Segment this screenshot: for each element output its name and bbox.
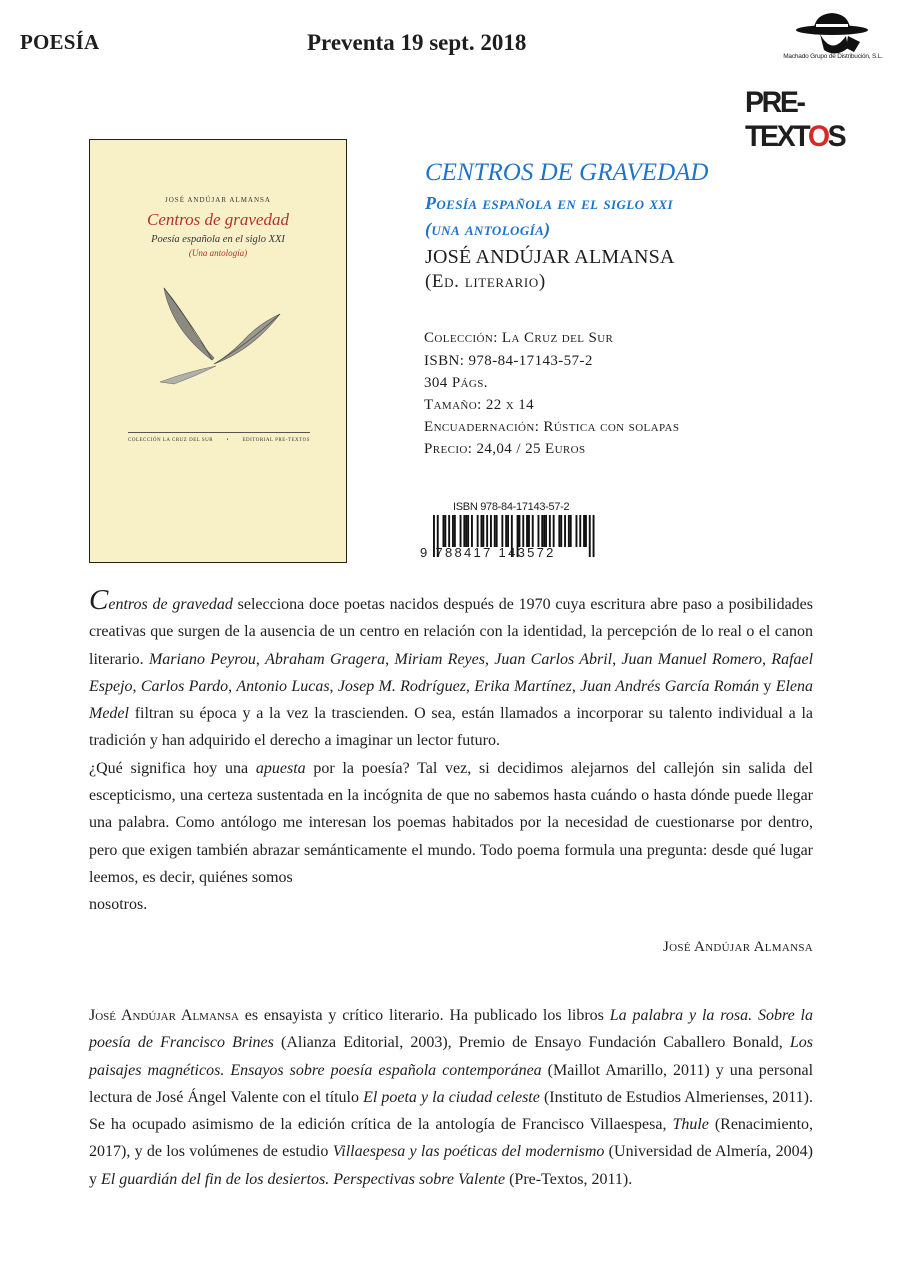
barcode-bar (541, 515, 543, 547)
barcode-bar (454, 515, 456, 547)
barcode-isbn-label: ISBN 978-84-17143-57-2 (453, 501, 570, 513)
barcode-bar (564, 515, 566, 547)
poet-name: Rafael Espejo (89, 650, 814, 695)
bio-t7: (Pre-Textos, 2011). (505, 1170, 633, 1188)
barcode-bar (486, 515, 488, 547)
bio-t2: (Alianza Editorial, 2003), Premio de Ensayo Fundación Caballero Bonald, (273, 1034, 790, 1052)
barcode-bar (507, 515, 509, 547)
poet-name: Juan Carlos Abril (494, 650, 613, 668)
book-subtitle-line2: (una antología) (425, 219, 551, 239)
bio-book5: Villaespesa y las poéticas del modernismo (332, 1143, 605, 1161)
publisher-logo (745, 86, 893, 154)
meta-pages: 304 Págs. (424, 375, 488, 391)
poet-separator: y (759, 677, 776, 695)
desc-intro: selecciona doce poetas nacidos después de 1970 cuya escritura abre paso a posibilidades creativas que surgen de la ausencia de un centro en relación con la identidad, la percepción de lo real o el canon literario. (89, 596, 814, 668)
barcode-bar (463, 515, 465, 547)
book-subtitle-line1: Poesía española en el siglo xxi (425, 193, 673, 213)
barcode-digits: 9 788417 143572 (420, 545, 556, 560)
poet-name: Juan Andrés García Román (580, 677, 760, 695)
cover-subtitle-anthology: (Una antología) (188, 248, 248, 258)
barcode-bar (482, 515, 484, 547)
cover-collection: COLECCIÓN LA CRUZ DEL SUR (128, 438, 214, 443)
bio-book3: El poeta y la ciudad celeste (363, 1088, 540, 1106)
barcode-bar (570, 515, 572, 547)
poet-name: Erika Martínez (474, 677, 572, 695)
bio-t4: (Instituto de Estudios Almerienses, 2011). Se ha ocupado asimismo de la edición crítica de la antología de Francisco Villaespesa, (89, 1088, 813, 1134)
desc-p2-c: nosotros. (89, 896, 148, 914)
cover-author: JOSÉ ANDÚJAR ALMANSA (165, 196, 271, 204)
poet-separator: , (329, 677, 338, 695)
barcode-bar (481, 515, 483, 547)
presale-date: Preventa 19 sept. 2018 (307, 30, 527, 55)
barcode-bar (460, 515, 462, 547)
barcode-bar (490, 515, 492, 547)
cover-publisher: EDITORIAL PRE-TEXTOS (242, 438, 310, 443)
cover-title: Centros de gravedad (147, 210, 289, 229)
bio-t3: (Maillot Amarillo, 2011) y una personal lectura de José Ángel Valente con el título (89, 1061, 814, 1106)
poet-name: Josep M. Rodríguez (337, 677, 466, 695)
desc-after-poets: filtran su época y a la vez la trascienden. O sea, están llamados a incorporar su talento individual a la tradición y han adquirido el derecho a imaginar un lector futuro. (89, 705, 813, 750)
drop-cap: C (89, 584, 109, 616)
barcode-bar (538, 515, 540, 547)
barcode-bar (522, 515, 524, 547)
barcode-bar (545, 515, 547, 547)
bio-book4: Thule (672, 1116, 709, 1134)
barcode-bar (477, 515, 479, 547)
book-title: CENTROS DE GRAVEDAD (425, 159, 709, 186)
barcode-bar (444, 515, 446, 547)
barcode-bar (568, 515, 570, 547)
barcode-bar (593, 515, 595, 557)
barcode-bar (532, 515, 534, 547)
bio-t5: (Renacimiento, 2017), y de los volúmenes de estudio (89, 1116, 814, 1161)
barcode-bar (528, 515, 530, 547)
barcode-bar (519, 515, 521, 547)
barcode-bar (585, 515, 587, 547)
barcode-bar (526, 515, 528, 547)
author-bio (89, 1002, 813, 1193)
meta-collection: Colección: La Cruz del Sur (424, 330, 614, 346)
barcode-bar (452, 515, 454, 547)
book-cover (89, 139, 347, 563)
feathers-illustration-icon (152, 280, 292, 390)
bio-book2: Los paisajes magnéticos. Ensayos sobre poesía española contemporánea (89, 1034, 813, 1079)
barcode-bar (501, 515, 503, 547)
barcode-bar (443, 515, 445, 547)
poet-separator: , (762, 650, 772, 668)
barcode-bar (576, 515, 578, 547)
desc-p2-em: apuesta (255, 759, 306, 777)
barcode-bar (579, 515, 581, 547)
poet-name: Carlos Pardo (140, 677, 229, 695)
desc-p2-b: por la poesía? Tal vez, si decidimos alejarnos del callejón sin salida del escepticismo, una certeza sustentada en la incógnita de que no sabemos hasta cuándo o hasta dónde puede llegar una palabra. Como antólogo me interesan los poemas habitados por la necesidad de cuestionarse por dentro, pero que exigen también abrazar semánticamente el mundo. Todo poema formula una pregunta: desde qué lugar leemos, es decir, quiénes somos (89, 759, 814, 886)
cover-footer (128, 438, 310, 443)
poet-name: Juan Manuel Romero (621, 650, 763, 668)
meta-price: Precio: 24,04 / 25 Euros (424, 441, 586, 457)
poet-name: Mariano Peyrou (148, 650, 256, 668)
barcode-bar (471, 515, 473, 547)
barcode-bar (560, 515, 562, 547)
poet-name: Miriam Reyes (394, 650, 485, 668)
poet-separator: , (571, 677, 581, 695)
poet-name: Antonio Lucas (236, 677, 330, 695)
distributor-name: Machado Grupo de Distribución, S.L. (783, 53, 883, 60)
barcode-bar (494, 515, 496, 547)
poet-separator: , (228, 677, 237, 695)
meta-binding: Encuadernación: Rústica con solapas (424, 419, 680, 435)
logo-part-pre: PRE (745, 86, 797, 119)
bio-t6: (Universidad de Almería, 2004) y (89, 1143, 814, 1188)
meta-size: Tamaño: 22 x 14 (424, 397, 535, 413)
barcode-bar (448, 515, 450, 547)
logo-part-o: O (807, 120, 828, 153)
poet-separator: , (612, 650, 622, 668)
book-editor-role: (Ed. literario) (425, 271, 546, 292)
meta-isbn: ISBN: 978-84-17143-57-2 (424, 353, 593, 369)
barcode-bar (549, 515, 551, 547)
barcode-bar (465, 515, 467, 547)
cover-bullet: • (226, 438, 229, 443)
poet-name: Elena Medel (89, 677, 814, 723)
barcode-bar (505, 515, 507, 547)
book-description (89, 584, 814, 919)
poet-separator: , (484, 650, 495, 668)
barcode-bar (558, 515, 560, 547)
barcode-bar (553, 515, 555, 547)
description-signature: José Andújar Almansa (663, 939, 813, 955)
barcode-bar (496, 515, 498, 547)
desc-title-rest: entros de gravedad (108, 596, 233, 613)
book-author: JOSÉ ANDÚJAR ALMANSA (425, 246, 675, 268)
desc-p2-a: ¿Qué significa hoy una (89, 759, 256, 777)
poet-separator: , (385, 650, 395, 668)
barcode-bar (583, 515, 585, 547)
bio-name: José Andújar Almansa (89, 1007, 239, 1024)
poet-separator: , (132, 677, 141, 695)
poet-separator: , (465, 677, 475, 695)
poet-name: Abraham Gragera (265, 650, 386, 668)
logo-part-text: -TEXT (745, 86, 808, 153)
logo-part-s: S (827, 120, 845, 153)
barcode-bar (589, 515, 591, 557)
bio-book6: El guardián del fin de los desiertos. Perspectivas sobre Valente (101, 1170, 506, 1188)
poet-separator: , (255, 650, 266, 668)
cover-rule (128, 432, 310, 433)
barcode-bar (543, 515, 545, 547)
cover-subtitle: Poesía española en el siglo XXI (151, 234, 285, 245)
bio-book1: La palabra y la rosa. Sobre la poesía de Francisco Brines (89, 1007, 814, 1052)
barcode-bar (467, 515, 469, 547)
bio-t1: es ensayista y crítico literario. Ha publicado los libros (238, 1007, 610, 1024)
category-label: POESÍA (20, 30, 100, 54)
